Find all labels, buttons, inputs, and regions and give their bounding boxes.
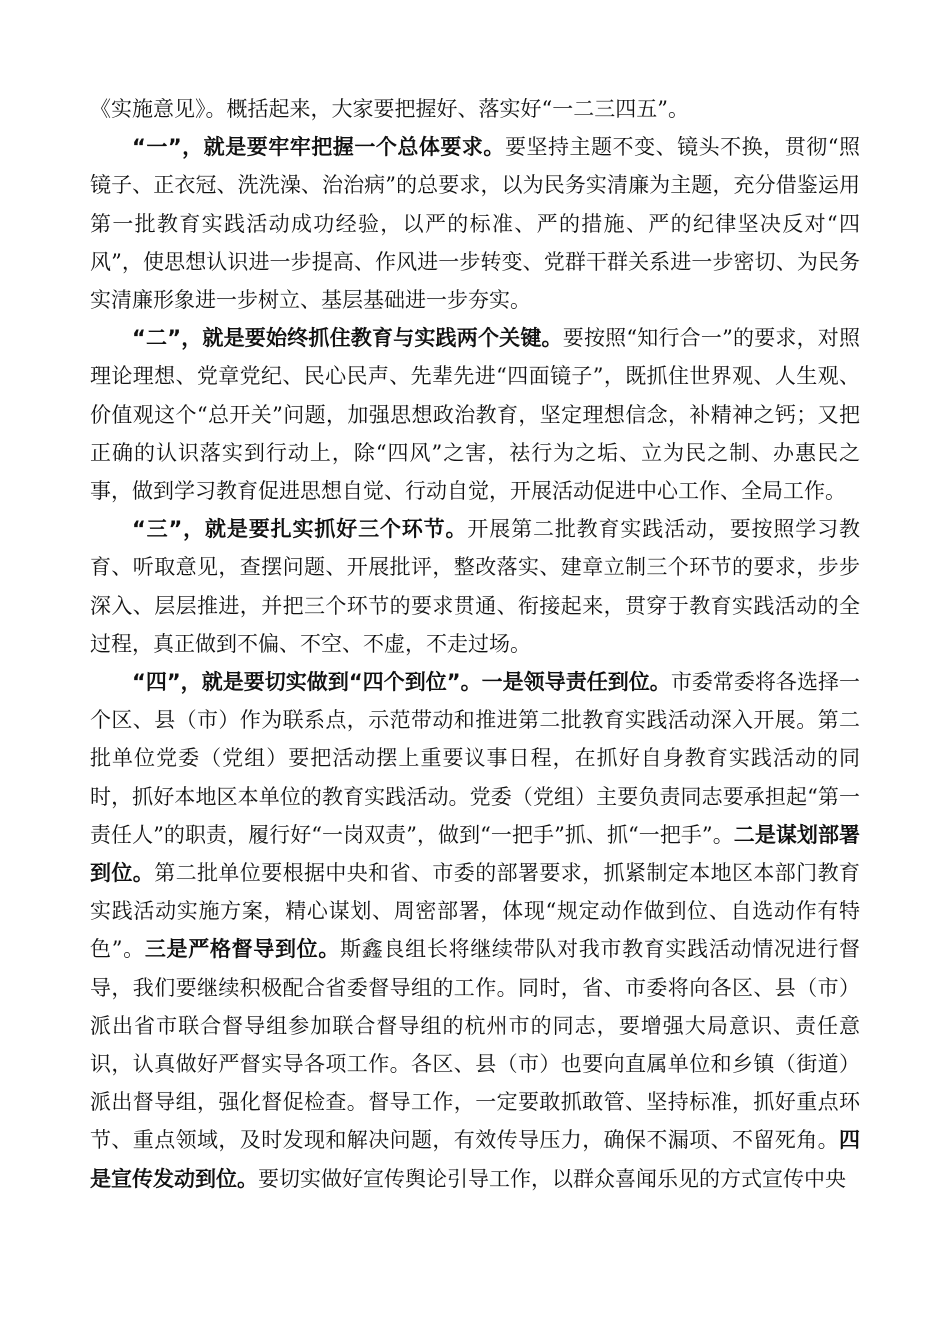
paragraph-one (90, 128, 860, 319)
paragraph-three-heading: “三”，就是要扎实抓好三个环节。 (132, 517, 468, 542)
paragraph-two (90, 319, 860, 510)
paragraph-one-heading: “一”，就是要牢牢把握一个总体要求。 (132, 135, 505, 160)
paragraph-four-subheading-2: 二是谋划部署到位。 (90, 822, 861, 886)
paragraph-four-body-4: 要切实做好宣传舆论引导工作，以群众喜闻乐见的方式宣传中央 (258, 1166, 846, 1191)
paragraph-one-body: 要坚持主题不变、镜头不换，贯彻“照镜子、正衣冠、洗洗澡、治治病”的总要求，以为民务实清廉为主题，充分借鉴运用第一批教育实践活动成功经验，以严的标准、严的措施、严的纪律坚决反对“四风”，使思想认识进一步提高、作风进一步转变、党群干群关系进一步密切、为民务实清廉形象进一步树立、基层基础进一步夯实。 (90, 135, 860, 313)
paragraph-four-body-3: 斯鑫良组长将继续带队对我市教育实践活动情况进行督导，我们要继续积极配合省委督导组的工作。同时，省、市委将向各区、县（市）派出省市联合督导组参加联合督导组的杭州市的同志，要增强大局意识、责任意识，认真做好严督实导各项工作。各区、县（市）也要向直属单位和乡镇（街道）派出督导组，强化督促检查。督导工作，一定要敢抓敢管、坚持标准，抓好重点环节、重点领域，及时发现和解决问题，有效传导压力，确保不漏项、不留死角。 (90, 937, 861, 1153)
paragraph-four-subheading-3: 三是严格督导到位。 (144, 937, 341, 962)
paragraph-intro (90, 90, 860, 128)
paragraph-intro-text: 《实施意见》。概括起来，大家要把握好、落实好“一二三四五”。 (90, 97, 689, 121)
paragraph-three (90, 510, 860, 663)
paragraph-four-subheading-4: 四是宣传发动到位。 (90, 1128, 860, 1191)
document-page (90, 90, 860, 1198)
paragraph-three-body: 开展第二批教育实践活动，要按照学习教育、听取意见，查摆问题、开展批评，整改落实、建章立制三个环节的要求，步步深入、层层推进，并把三个环节的要求贯通、衔接起来，贯穿于教育实践活动的全过程，真正做到不偏、不空、不虚，不走过场。 (90, 517, 860, 656)
paragraph-two-heading: “二”，就是要始终抓住教育与实践两个关键。 (132, 326, 563, 351)
paragraph-four-body-2: 第二批单位要根据中央和省、市委的部署要求，抓紧制定本地区本部门教育实践活动实施方案，精心谋划、周密部署，体现“规定动作做到位、自选动作有特色”。 (90, 861, 861, 962)
paragraph-two-body: 要按照“知行合一”的要求，对照理论理想、党章党纪、民心民声、先辈先进“四面镜子”，既抓住世界观、人生观、价值观这个“总开关”问题，加强思想政治教育，坚定理想信念，补精神之钙；又把正确的认识落实到行动上，除“四风”之害，祛行为之垢、立为民之制、办惠民之事，做到学习教育促进思想自觉、行动自觉，开展活动促进中心工作、全局工作。 (90, 326, 860, 504)
paragraph-four (90, 663, 860, 1198)
paragraph-four-body-1: 市委常委将各选择一个区、县（市）作为联系点，示范带动和推进第二批教育实践活动深入开展。第二批单位党委（党组）要把活动摆上重要议事日程，在抓好自身教育实践活动的同时，抓好本地区本单位的教育实践活动。党委（党组）主要负责同志要承担起“第一责任人”的职责，履行好“一岗双责”，做到“一把手”抓、抓“一把手”。 (90, 670, 860, 847)
paragraph-four-heading: “四”，就是要切实做到“四个到位”。一是领导责任到位。 (132, 670, 671, 695)
